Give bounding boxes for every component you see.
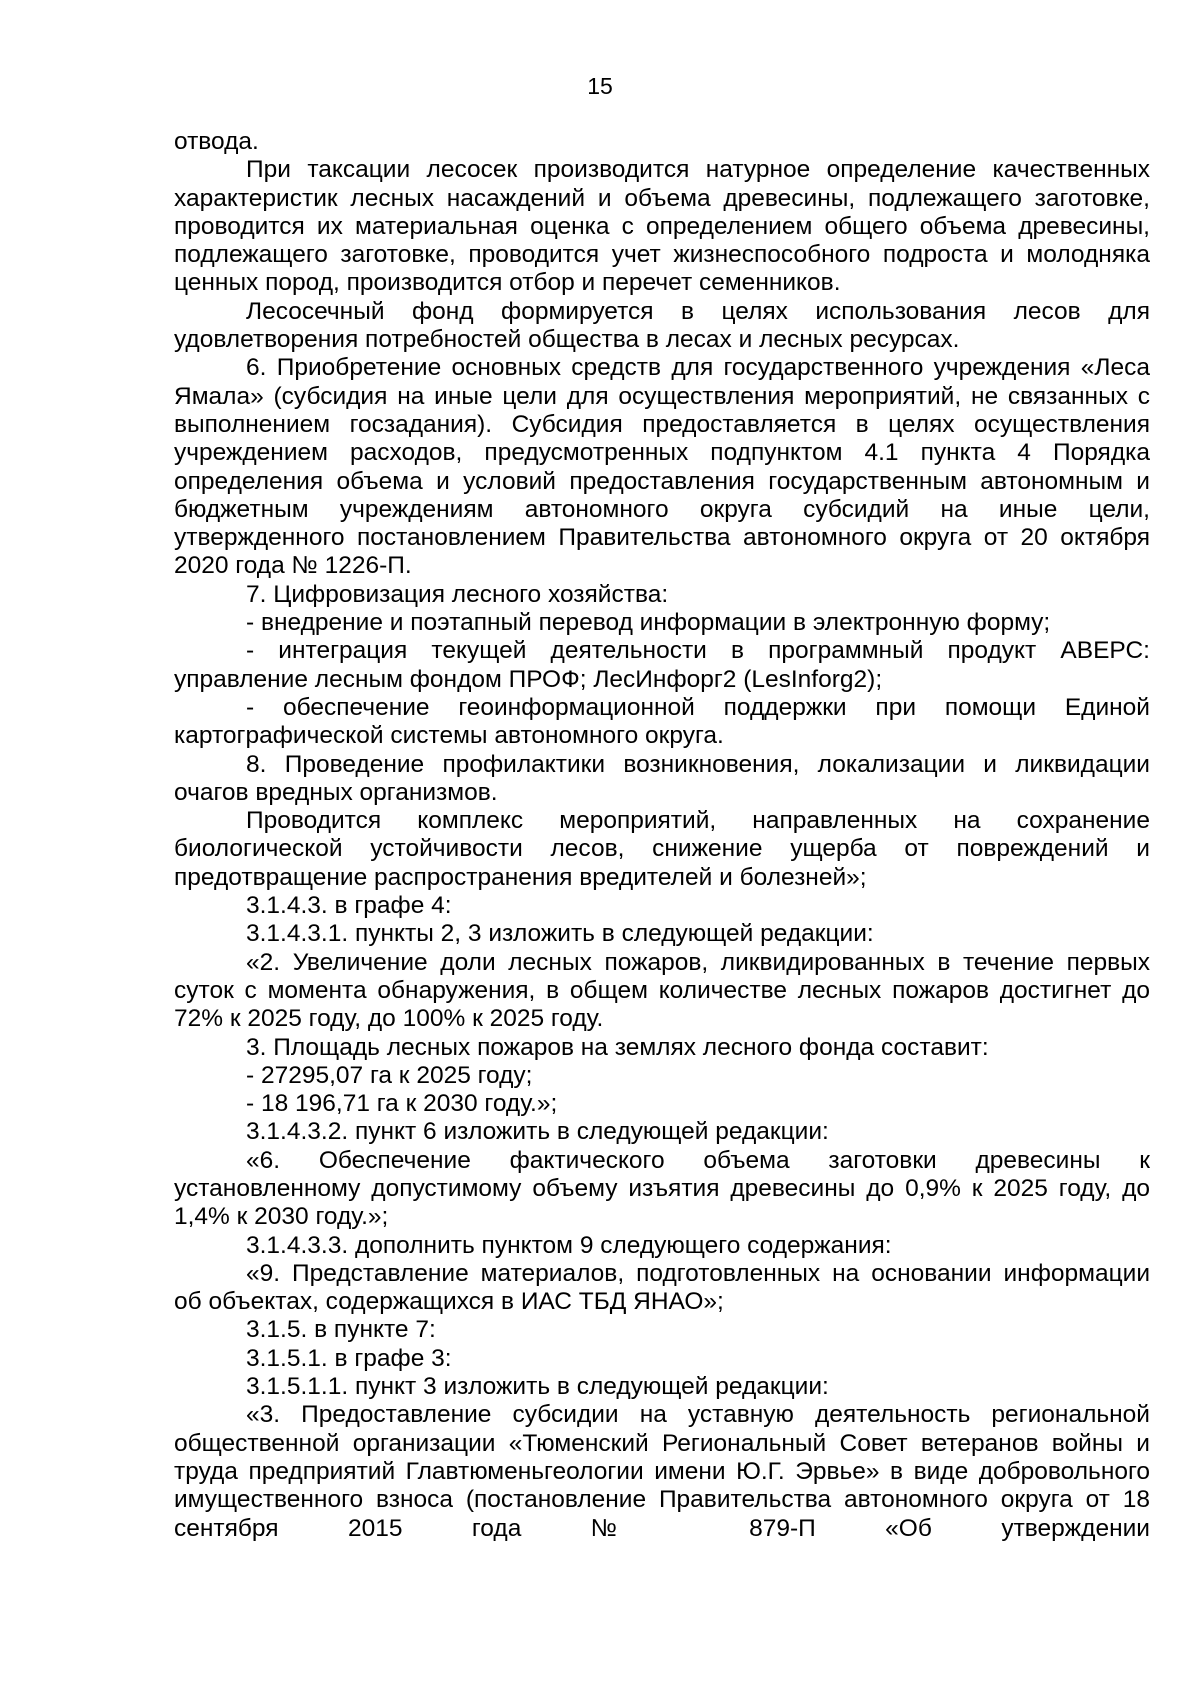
paragraph: 6. Приобретение основных средств для государственного учреждения «Леса Ямала» (субсидия на иные цели для осуществления мероприятий, не связанных с выполнением госзадания). Субсидия предоставляется в целях осуществления учреждением расходов, предусмотренных подпунктом 4.1 пункта 4 Порядка определения объема и условий предоставления государственным автономным и бюджетным учреждениям автономного округа субсидий на иные цели, утвержденного постановлением Правительства автономного округа от 20 октября 2020 года № 1226-П. <box>174 354 1150 580</box>
paragraph: 3.1.4.3.3. дополнить пунктом 9 следующего содержания: <box>246 1231 892 1259</box>
paragraph: - обеспечение геоинформационной поддержки при помощи Единой картографической системы автономного округа. <box>174 693 1150 750</box>
paragraph: - 27295,07 га к 2025 году; <box>246 1061 533 1089</box>
paragraph: 3.1.4.3.1. пункты 2, 3 изложить в следующей редакции: <box>246 920 874 948</box>
paragraph: 3. Площадь лесных пожаров на землях лесного фонда составит: <box>246 1033 989 1061</box>
paragraph: «6. Обеспечение фактического объема заготовки древесины к установленному допустимому объему изъятия древесины до 0,9% к 2025 году, до 1,4% к 2030 году.»; <box>174 1146 1150 1231</box>
paragraph: 3.1.4.3. в графе 4: <box>246 892 452 920</box>
paragraph: «9. Представление материалов, подготовленных на основании информации об объектах, содержащихся в ИАС ТБД ЯНАО»; <box>174 1259 1150 1316</box>
paragraph: 7. Цифровизация лесного хозяйства: <box>246 580 669 608</box>
paragraph: 3.1.5.1. в графе 3: <box>246 1344 452 1372</box>
paragraph: Проводится комплекс мероприятий, направленных на сохранение биологической устойчивости лесов, снижение ущерба от повреждений и предотвращение распространения вредителей и болезней»; <box>174 807 1150 891</box>
paragraph: - 18 196,71 га к 2030 году.»; <box>246 1090 558 1118</box>
paragraph: «3. Предоставление субсидии на уставную деятельность региональной общественной организации «Тюменский Региональный Совет ветеранов войны и труда предприятий Главтюменьгеологии имени Ю.Г. Эрвье» в виде добровольного имущественного взноса (постановление Правительства автономного округа от 18 сентября 2015 года № 879-П «Об утверждении <box>174 1401 1150 1542</box>
paragraph: 3.1.5.1.1. пункт 3 изложить в следующей редакции: <box>246 1373 829 1401</box>
paragraph: - внедрение и поэтапный перевод информации в электронную форму; <box>246 609 1051 637</box>
paragraph: 8. Проведение профилактики возникновения, локализации и ликвидации очагов вредных организмов. <box>174 750 1150 806</box>
document-body <box>174 128 1150 1543</box>
page-number: 15 <box>587 73 613 99</box>
paragraph: отвода. <box>174 128 259 155</box>
paragraph: «2. Увеличение доли лесных пожаров, ликвидированных в течение первых суток с момента обнаружения, в общем количестве лесных пожаров достигнет до 72% к 2025 году, до 100% к 2025 году. <box>174 948 1150 1033</box>
paragraph: 3.1.5. в пункте 7: <box>246 1316 436 1344</box>
paragraph: - интеграция текущей деятельности в программный продукт АВЕРС: управление лесным фондом ПРОФ; ЛесИнфорг2 (LesInforg2); <box>174 637 1150 693</box>
paragraph: При таксации лесосек производится натурное определение качественных характеристик лесных насаждений и объема древесины, подлежащего заготовке, проводится их материальная оценка с определением общего объема древесины, подлежащего заготовке, проводится учет жизнеспособного подроста и молодняка ценных пород, производится отбор и перечет семенников. <box>174 156 1150 297</box>
paragraph: Лесосечный фонд формируется в целях использования лесов для удовлетворения потребностей общества в лесах и лесных ресурсах. <box>174 297 1150 354</box>
paragraph: 3.1.4.3.2. пункт 6 изложить в следующей редакции: <box>246 1118 829 1146</box>
